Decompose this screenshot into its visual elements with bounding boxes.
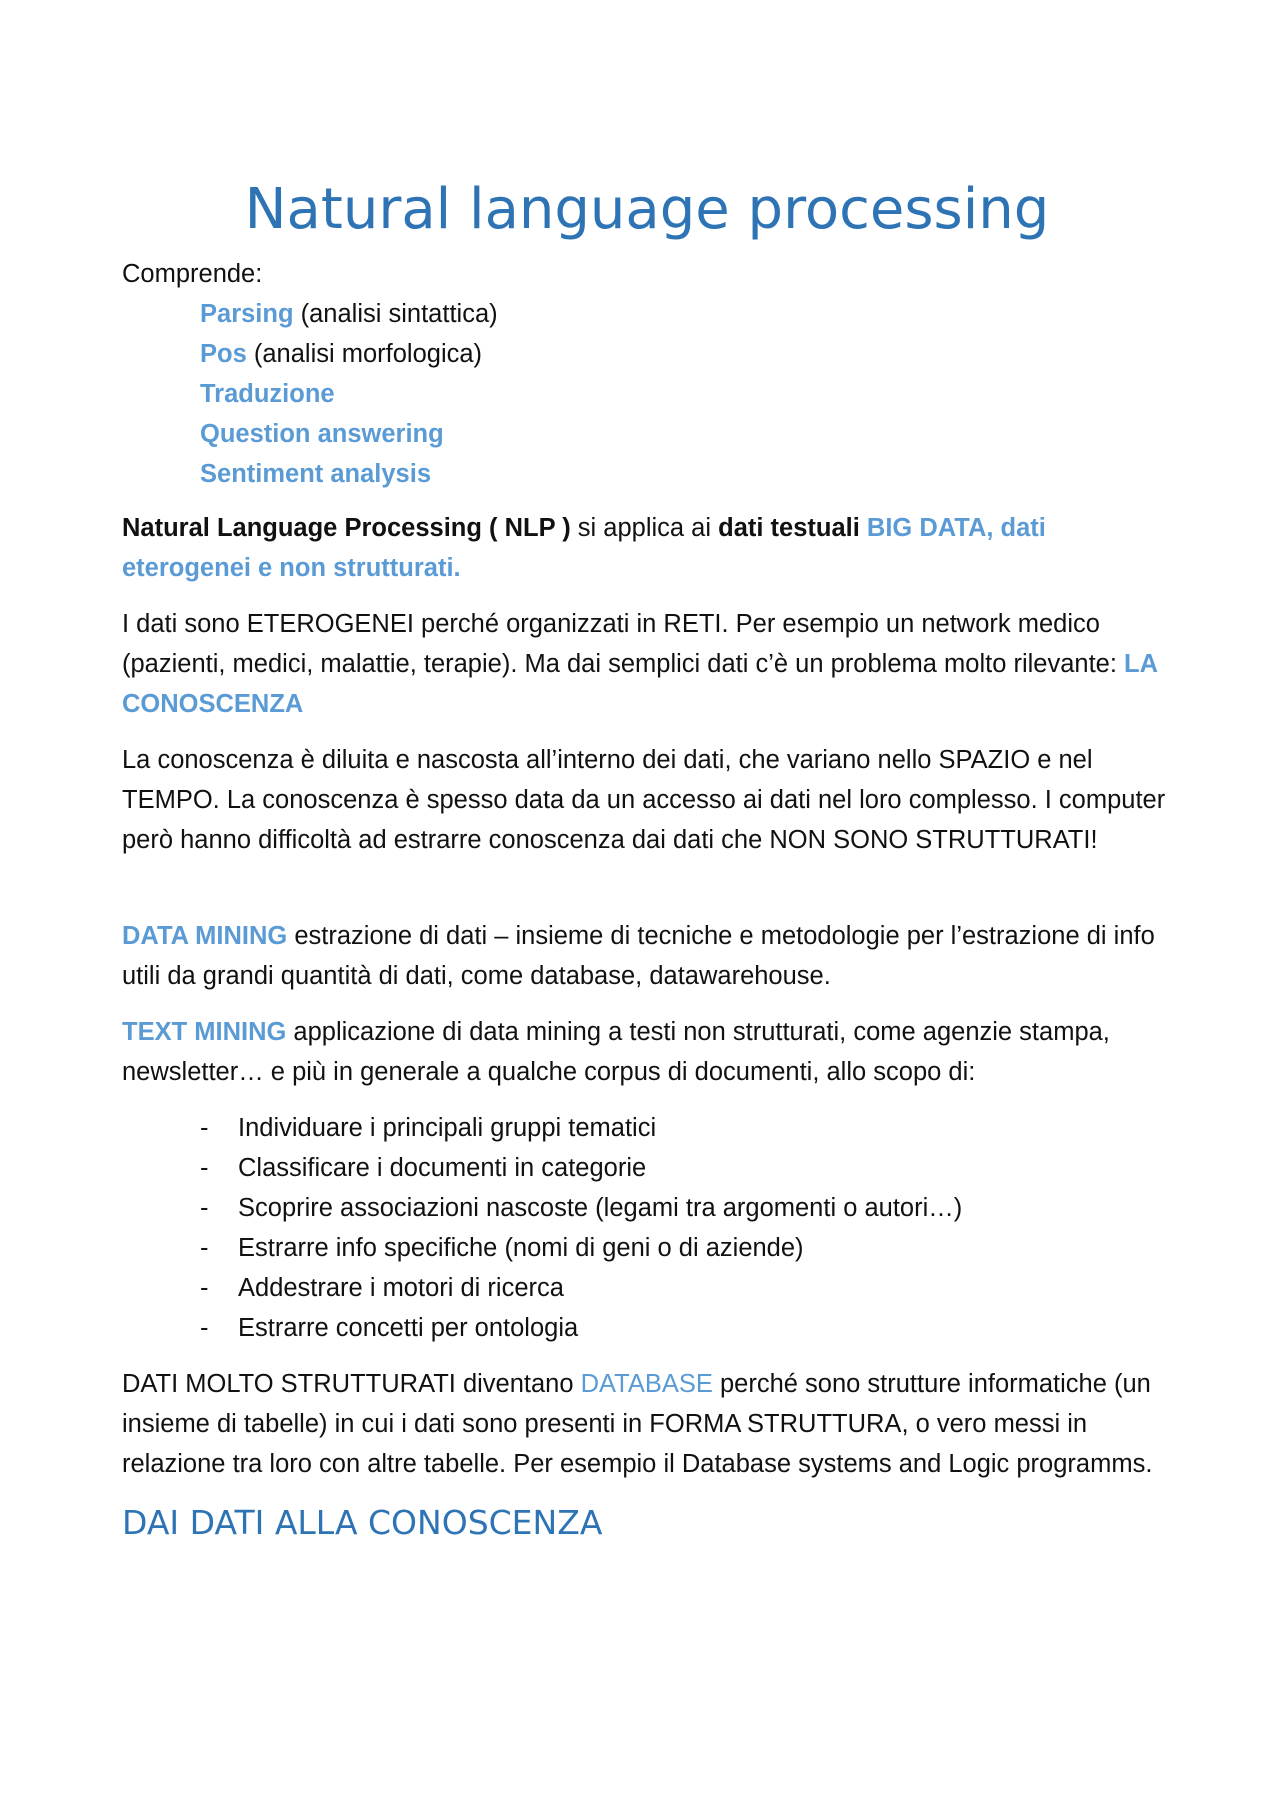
- list-item-text: Classificare i documenti in categorie: [238, 1154, 647, 1182]
- list-item-text: Scoprire associazioni nascoste (legami tra argomenti o autori…): [238, 1194, 963, 1222]
- text-run: si applica ai: [570, 514, 719, 542]
- spacer: [122, 876, 1172, 916]
- list-item: [122, 1308, 1172, 1348]
- list-item: [200, 454, 1172, 494]
- list-item: [200, 334, 1172, 374]
- paragraph-text-mining: [122, 1012, 1172, 1092]
- paragraph-conoscenza: La conoscenza è diluita e nascosta all’interno dei dati, che variano nello SPAZIO e nel TEMPO. La conoscenza è spesso data da un accesso ai dati nel loro complesso. I computer però hanno difficoltà ad estrarre conoscenza dai dati che NON SONO STRUTTURATI!: [122, 746, 1166, 854]
- list-item-text: Estrarre concetti per ontologia: [238, 1314, 579, 1342]
- list-item: [200, 414, 1172, 454]
- highlight-term: TEXT MINING: [122, 1018, 287, 1046]
- paragraph-data-mining: [122, 916, 1172, 996]
- term: Pos: [200, 340, 247, 368]
- highlight-term: BIG DATA, dati eterogenei e non strutturati.: [122, 514, 1046, 582]
- section-heading: DAI DATI ALLA CONOSCENZA: [122, 1503, 603, 1542]
- term-desc: (analisi morfologica): [246, 340, 483, 368]
- term: Question answering: [200, 420, 444, 448]
- intro-list: [122, 294, 1172, 494]
- nlp-term: Natural Language Processing ( NLP ): [122, 514, 571, 542]
- list-item-text: Estrarre info specifiche (nomi di geni o di aziende): [238, 1234, 804, 1262]
- dash-bullet: -: [200, 1114, 209, 1142]
- list-item-text: Individuare i principali gruppi tematici: [238, 1114, 657, 1142]
- highlight-term: LA CONOSCENZA: [122, 650, 1158, 718]
- list-item: [200, 294, 1172, 334]
- text-run: DATI MOLTO STRUTTURATI diventano: [122, 1370, 581, 1398]
- page-title: Natural language processing: [244, 177, 1050, 242]
- list-item: [122, 1108, 1172, 1148]
- list-item-text: Addestrare i motori di ricerca: [238, 1274, 564, 1302]
- term-desc: (analisi sintattica): [293, 300, 498, 328]
- list-item: [122, 1148, 1172, 1188]
- dash-bullet: -: [200, 1314, 209, 1342]
- term: Sentiment analysis: [200, 460, 432, 488]
- text-run: [860, 514, 867, 542]
- term: Parsing: [200, 300, 294, 328]
- dash-bullet: -: [200, 1154, 209, 1182]
- dash-bullet: -: [200, 1274, 209, 1302]
- highlight-term: DATABASE: [580, 1370, 713, 1398]
- text-run: perché sono strutture informatiche (un insieme di tabelle) in cui i dati sono presenti in FORMA STRUTTURA, o vero messi in relazione tra loro con altre tabelle. Per esempio il Database systems and Logic programms.: [122, 1370, 1153, 1478]
- dash-bullet: -: [200, 1194, 209, 1222]
- bold-term: dati testuali: [718, 514, 860, 542]
- paragraph-nlp: [122, 508, 1172, 588]
- term: Traduzione: [200, 380, 335, 408]
- text-run: estrazione di dati – insieme di tecniche e metodologie per l’estrazione di info utili da grandi quantità di dati, come database, datawarehouse.: [122, 922, 1155, 990]
- text-run: applicazione di data mining a testi non strutturati, come agenzie stampa, newsletter… e più in generale a qualche corpus di documenti, allo scopo di:: [122, 1018, 1110, 1086]
- text-run: I dati sono ETEROGENEI perché organizzati in RETI. Per esempio un network medico (pazienti, medici, malattie, terapie). Ma dai semplici dati c’è un problema molto rilevante:: [122, 610, 1125, 678]
- paragraph-database: [122, 1364, 1172, 1484]
- list-item: [122, 1188, 1172, 1228]
- document-body: [122, 176, 1172, 1546]
- paragraph-eterogenei: [122, 604, 1172, 724]
- list-item: [122, 1228, 1172, 1268]
- dash-bullet: -: [200, 1234, 209, 1262]
- list-item: [200, 374, 1172, 414]
- list-item: [122, 1268, 1172, 1308]
- intro-label: Comprende:: [122, 260, 263, 288]
- goals-list: [122, 1108, 1172, 1348]
- highlight-term: DATA MINING: [122, 922, 288, 950]
